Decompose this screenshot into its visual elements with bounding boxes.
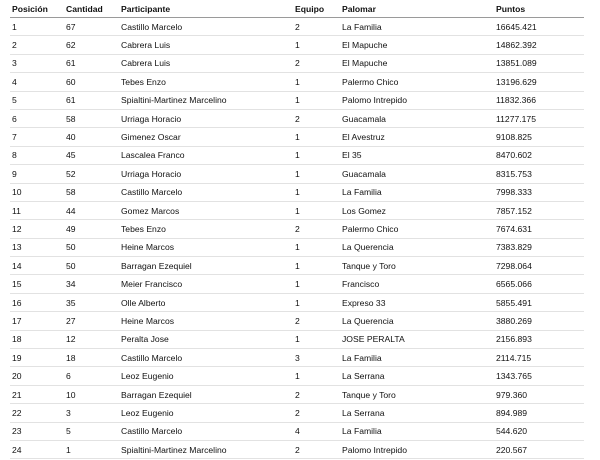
table-row	[10, 201, 584, 219]
cell-equipo: 1	[293, 293, 340, 311]
cell-puntos: 13851.089	[494, 54, 584, 72]
cell-cantidad: 67	[64, 18, 119, 36]
cell-posicion: 20	[10, 367, 64, 385]
cell-posicion: 21	[10, 385, 64, 403]
cell-posicion: 14	[10, 257, 64, 275]
cell-participante: Tebes Enzo	[119, 220, 293, 238]
cell-puntos: 11277.175	[494, 109, 584, 127]
cell-puntos: 1343.765	[494, 367, 584, 385]
cell-equipo: 1	[293, 330, 340, 348]
cell-posicion: 2	[10, 36, 64, 54]
cell-cantidad: 49	[64, 220, 119, 238]
cell-puntos: 11832.366	[494, 91, 584, 109]
table-row	[10, 293, 584, 311]
cell-palomar: El Mapuche	[340, 54, 494, 72]
cell-participante: Tebes Enzo	[119, 73, 293, 91]
cell-participante: Barragan Ezequiel	[119, 257, 293, 275]
cell-palomar: El 35	[340, 146, 494, 164]
cell-puntos: 544.620	[494, 422, 584, 440]
cell-puntos: 6565.066	[494, 275, 584, 293]
cell-posicion: 6	[10, 109, 64, 127]
cell-equipo: 3	[293, 349, 340, 367]
cell-puntos: 8470.602	[494, 146, 584, 164]
cell-puntos: 16645.421	[494, 18, 584, 36]
cell-participante: Cabrera Luis	[119, 36, 293, 54]
cell-equipo: 1	[293, 128, 340, 146]
cell-posicion: 22	[10, 404, 64, 422]
table-row	[10, 91, 584, 109]
cell-palomar: La Familia	[340, 18, 494, 36]
cell-participante: Leoz Eugenio	[119, 367, 293, 385]
cell-equipo: 1	[293, 183, 340, 201]
cell-puntos: 2156.893	[494, 330, 584, 348]
cell-puntos: 894.989	[494, 404, 584, 422]
cell-posicion: 4	[10, 73, 64, 91]
cell-participante: Spialtini-Martinez Marcelino	[119, 440, 293, 458]
table-row	[10, 238, 584, 256]
cell-participante: Cabrera Luis	[119, 54, 293, 72]
cell-cantidad: 3	[64, 404, 119, 422]
cell-palomar: Francisco	[340, 275, 494, 293]
cell-participante: Urriaga Horacio	[119, 109, 293, 127]
cell-palomar: Palomo Intrepido	[340, 440, 494, 458]
cell-equipo: 1	[293, 146, 340, 164]
table-row	[10, 54, 584, 72]
cell-palomar: Palermo Chico	[340, 73, 494, 91]
cell-equipo: 1	[293, 91, 340, 109]
cell-cantidad: 60	[64, 73, 119, 91]
cell-equipo: 1	[293, 73, 340, 91]
table-row	[10, 73, 584, 91]
cell-cantidad: 1	[64, 440, 119, 458]
cell-equipo: 1	[293, 201, 340, 219]
header-palomar: Palomar	[340, 1, 494, 18]
cell-palomar: Los Gomez	[340, 201, 494, 219]
cell-cantidad: 44	[64, 201, 119, 219]
cell-palomar: El Avestruz	[340, 128, 494, 146]
cell-palomar: Palomo Intrepido	[340, 91, 494, 109]
cell-puntos: 8315.753	[494, 165, 584, 183]
cell-posicion: 3	[10, 54, 64, 72]
cell-posicion: 5	[10, 91, 64, 109]
cell-posicion: 10	[10, 183, 64, 201]
cell-cantidad: 45	[64, 146, 119, 164]
cell-participante: Castillo Marcelo	[119, 422, 293, 440]
cell-posicion: 18	[10, 330, 64, 348]
table-row	[10, 385, 584, 403]
cell-puntos: 7998.333	[494, 183, 584, 201]
cell-equipo: 2	[293, 54, 340, 72]
cell-participante: Olle Alberto	[119, 293, 293, 311]
table-row	[10, 109, 584, 127]
header-posicion: Posición	[10, 1, 64, 18]
cell-puntos: 220.567	[494, 440, 584, 458]
cell-participante: Castillo Marcelo	[119, 349, 293, 367]
cell-posicion: 24	[10, 440, 64, 458]
cell-cantidad: 5	[64, 422, 119, 440]
cell-equipo: 1	[293, 275, 340, 293]
header-cantidad: Cantidad	[64, 1, 119, 18]
cell-cantidad: 52	[64, 165, 119, 183]
cell-palomar: La Serrana	[340, 404, 494, 422]
cell-puntos: 7383.829	[494, 238, 584, 256]
cell-posicion: 11	[10, 201, 64, 219]
cell-equipo: 2	[293, 385, 340, 403]
cell-equipo: 1	[293, 367, 340, 385]
cell-cantidad: 58	[64, 183, 119, 201]
cell-palomar: Guacamala	[340, 109, 494, 127]
cell-equipo: 2	[293, 312, 340, 330]
cell-participante: Peralta Jose	[119, 330, 293, 348]
cell-cantidad: 6	[64, 367, 119, 385]
cell-posicion: 9	[10, 165, 64, 183]
cell-cantidad: 34	[64, 275, 119, 293]
cell-puntos: 3880.269	[494, 312, 584, 330]
table-header	[10, 1, 584, 18]
cell-participante: Leoz Eugenio	[119, 404, 293, 422]
cell-equipo: 2	[293, 404, 340, 422]
results-table	[10, 1, 584, 459]
cell-palomar: La Querencia	[340, 238, 494, 256]
table-row	[10, 330, 584, 348]
cell-palomar: Guacamala	[340, 165, 494, 183]
cell-cantidad: 12	[64, 330, 119, 348]
cell-cantidad: 61	[64, 54, 119, 72]
cell-puntos: 2114.715	[494, 349, 584, 367]
cell-cantidad: 50	[64, 257, 119, 275]
cell-participante: Heine Marcos	[119, 238, 293, 256]
cell-puntos: 9108.825	[494, 128, 584, 146]
cell-cantidad: 10	[64, 385, 119, 403]
cell-participante: Castillo Marcelo	[119, 183, 293, 201]
table-row	[10, 18, 584, 36]
header-equipo: Equipo	[293, 1, 340, 18]
table-row	[10, 367, 584, 385]
cell-posicion: 19	[10, 349, 64, 367]
table-row	[10, 349, 584, 367]
cell-posicion: 1	[10, 18, 64, 36]
table-row	[10, 275, 584, 293]
cell-cantidad: 18	[64, 349, 119, 367]
cell-palomar: La Familia	[340, 422, 494, 440]
cell-palomar: La Familia	[340, 349, 494, 367]
cell-participante: Castillo Marcelo	[119, 18, 293, 36]
cell-puntos: 14862.392	[494, 36, 584, 54]
cell-palomar: La Familia	[340, 183, 494, 201]
cell-palomar: JOSE PERALTA	[340, 330, 494, 348]
cell-equipo: 1	[293, 36, 340, 54]
cell-palomar: El Mapuche	[340, 36, 494, 54]
cell-equipo: 1	[293, 238, 340, 256]
cell-participante: Heine Marcos	[119, 312, 293, 330]
cell-participante: Urriaga Horacio	[119, 165, 293, 183]
cell-equipo: 2	[293, 109, 340, 127]
cell-cantidad: 62	[64, 36, 119, 54]
cell-equipo: 2	[293, 18, 340, 36]
cell-posicion: 8	[10, 146, 64, 164]
cell-palomar: La Querencia	[340, 312, 494, 330]
cell-equipo: 4	[293, 422, 340, 440]
table-row	[10, 440, 584, 458]
cell-posicion: 15	[10, 275, 64, 293]
table-row	[10, 422, 584, 440]
cell-participante: Gimenez Oscar	[119, 128, 293, 146]
table-row	[10, 183, 584, 201]
cell-equipo: 2	[293, 440, 340, 458]
table-row	[10, 404, 584, 422]
cell-participante: Spialtini-Martinez Marcelino	[119, 91, 293, 109]
cell-puntos: 7857.152	[494, 201, 584, 219]
table-row	[10, 36, 584, 54]
cell-palomar: Palermo Chico	[340, 220, 494, 238]
cell-posicion: 16	[10, 293, 64, 311]
cell-equipo: 2	[293, 220, 340, 238]
cell-cantidad: 50	[64, 238, 119, 256]
cell-puntos: 13196.629	[494, 73, 584, 91]
cell-posicion: 12	[10, 220, 64, 238]
table-row	[10, 146, 584, 164]
cell-cantidad: 35	[64, 293, 119, 311]
cell-participante: Meier Francisco	[119, 275, 293, 293]
cell-puntos: 7298.064	[494, 257, 584, 275]
table-body	[10, 18, 584, 459]
cell-palomar: Expreso 33	[340, 293, 494, 311]
cell-cantidad: 27	[64, 312, 119, 330]
cell-posicion: 17	[10, 312, 64, 330]
cell-palomar: Tanque y Toro	[340, 385, 494, 403]
cell-puntos: 7674.631	[494, 220, 584, 238]
table-row	[10, 220, 584, 238]
table-row	[10, 165, 584, 183]
cell-cantidad: 40	[64, 128, 119, 146]
cell-cantidad: 58	[64, 109, 119, 127]
table-row	[10, 128, 584, 146]
cell-participante: Barragan Ezequiel	[119, 385, 293, 403]
cell-palomar: La Serrana	[340, 367, 494, 385]
table-row	[10, 257, 584, 275]
cell-palomar: Tanque y Toro	[340, 257, 494, 275]
cell-equipo: 1	[293, 165, 340, 183]
header-participante: Participante	[119, 1, 293, 18]
header-puntos: Puntos	[494, 1, 584, 18]
header-row	[10, 1, 584, 18]
table-row	[10, 312, 584, 330]
cell-posicion: 23	[10, 422, 64, 440]
cell-participante: Lascalea Franco	[119, 146, 293, 164]
cell-equipo: 1	[293, 257, 340, 275]
cell-participante: Gomez Marcos	[119, 201, 293, 219]
cell-cantidad: 61	[64, 91, 119, 109]
cell-puntos: 979.360	[494, 385, 584, 403]
cell-puntos: 5855.491	[494, 293, 584, 311]
cell-posicion: 13	[10, 238, 64, 256]
cell-posicion: 7	[10, 128, 64, 146]
